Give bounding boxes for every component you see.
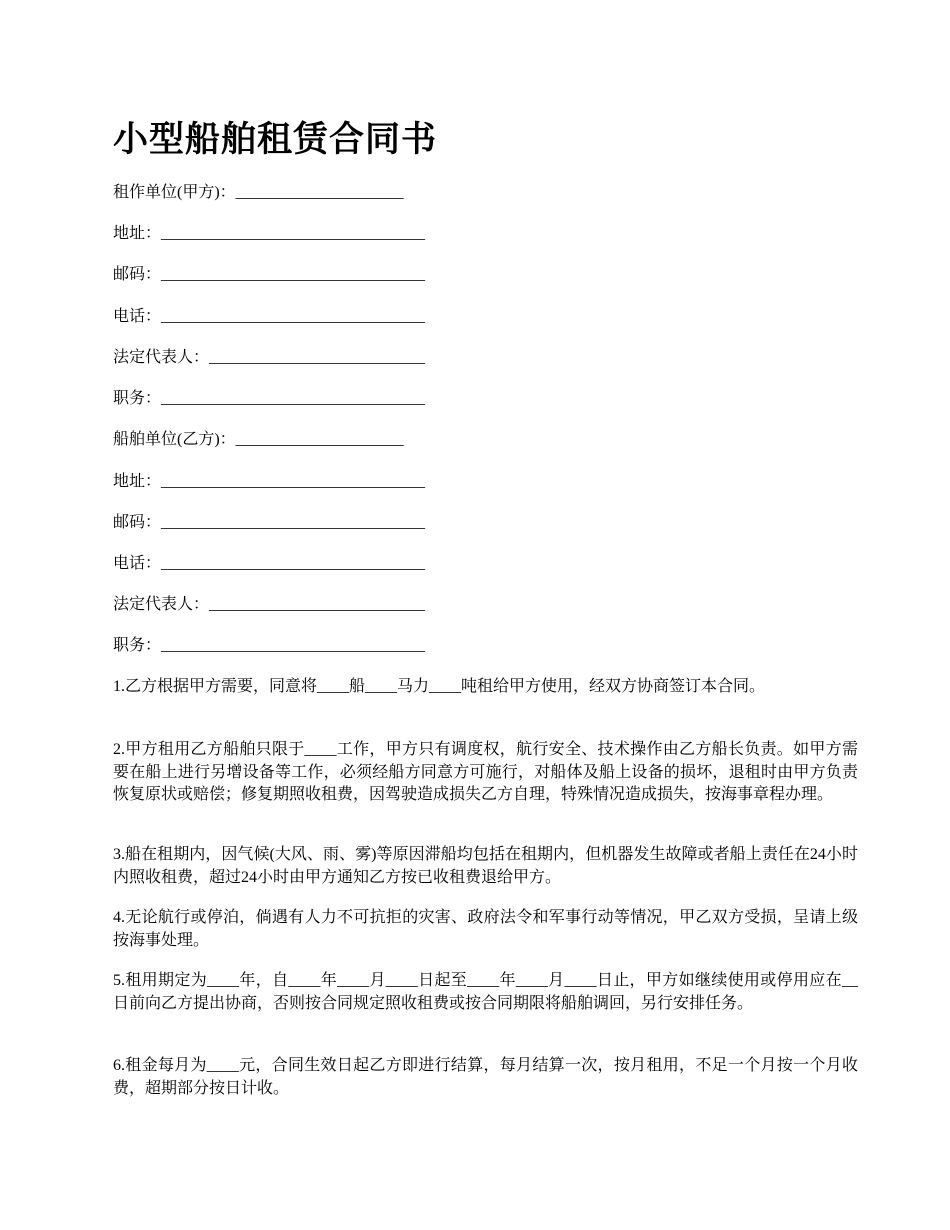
party-b-phone-field: 电话：_________________________________ (113, 555, 426, 572)
clause-2: 2.甲方租用乙方船舶只限于____工作，甲方只有调度权，航行安全、技术操作由乙方船长负责。如甲方需要在船上进行另增设备等工作，必须经船方同意方可施行，对船体及船上设备的损坏，退租时由甲方负责恢复原状或赔偿；修复期照收租费，因驾驶造成损失乙方自理，特殊情况造成损失，按海事章程办理。 (113, 741, 858, 803)
clause-1: 1.乙方根据甲方需要，同意将____船____马力____吨租给甲方使用，经双方协商签订本合同。 (113, 678, 766, 695)
party-b-legal-rep-field: 法定代表人：___________________________ (113, 596, 426, 613)
party-b-unit-field: 船舶单位(乙方)：_____________________ (113, 431, 404, 448)
party-a-legal-rep-field: 法定代表人：___________________________ (113, 349, 426, 366)
party-a-postcode-field: 邮码：_________________________________ (113, 266, 426, 283)
clause-5: 5.租用期定为____年，自____年____月____日起至____年____月____日止，甲方如继续使用或停用应在__日前向乙方提出协商，否则按合同规定照收租费或按合同期限将船舶调回，另行安排任务。 (113, 972, 858, 1012)
party-a-unit-field: 租作单位(甲方)：_____________________ (113, 184, 404, 201)
page-title: 小型船舶租赁合同书 (113, 120, 438, 159)
party-a-address-field: 地址：_________________________________ (113, 225, 426, 242)
clause-3: 3.船在租期内，因气候(大风、雨、雾)等原因滞船均包括在租期内，但机器发生故障或者船上责任在24小时内照收租费，超过24小时由甲方通知乙方按已收租费退给甲方。 (113, 846, 858, 886)
clause-4: 4.无论航行或停泊，倘遇有人力不可抗拒的灾害、政府法令和军事行动等情况，甲乙双方受损，呈请上级按海事处理。 (113, 909, 858, 949)
party-a-phone-field: 电话：_________________________________ (113, 308, 426, 325)
party-b-address-field: 地址：_________________________________ (113, 473, 426, 490)
party-a-position-field: 职务：_________________________________ (113, 390, 426, 407)
clause-6: 6.租金每月为____元，合同生效日起乙方即进行结算，每月结算一次，按月租用，不足一个月按一个月收费，超期部分按日计收。 (113, 1057, 858, 1097)
party-b-postcode-field: 邮码：_________________________________ (113, 514, 426, 531)
party-b-position-field: 职务：_________________________________ (113, 637, 426, 654)
